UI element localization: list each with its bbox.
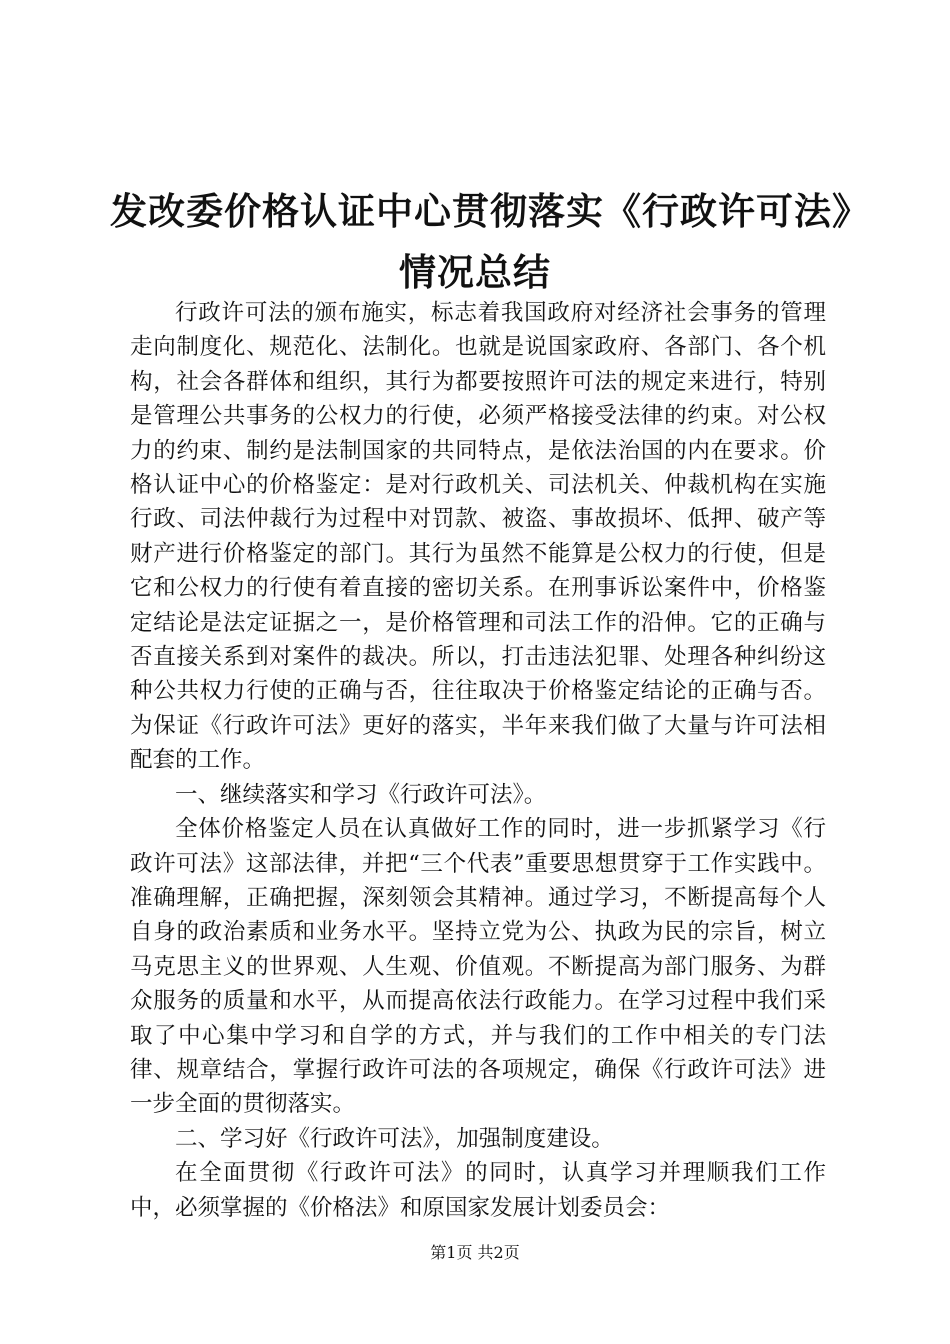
section-heading-1: 一、继续落实和学习《行政许可法》。 (175, 781, 547, 808)
paragraph-intro: 行政许可法的颁布施实，标志着我国政府对经济社会事务的管理走向制度化、规范化、法制化。也就是说国家政府、各部门、各个机构，社会各群体和组织，其行为都要按照许可法的规定来进行，特别是管理公共事务的公权力的行使，必须严格接受法律的约束。对公权力的约束、制约是法制国家的共同特点，是依法治国的内在要求。价格认证中心的价格鉴定：是对行政机关、司法机关、仲裁机构在实施行政、司法仲裁行为过程中对罚款、被盗、事故损坏、低押、破产等财产进行价格鉴定的部门。其行为虽然不能算是公权力的行使，但是它和公权力的行使有着直接的密切关系。在刑事诉讼案件中，价格鉴定结论是法定证据之一，是价格管理和司法工作的沿伸。它的正确与否直接关系到对案件的裁决。所以，打击违法犯罪、处理各种纠纷这种公共权力行使的正确与否，往往取决于价格鉴定结论的正确与否。为保证《行政许可法》更好的落实，半年来我们做了大量与许可法相配套的工作。 (130, 300, 826, 774)
section-heading-2: 二、学习好《行政许可法》，加强制度建设。 (175, 1125, 614, 1152)
paragraph-section-2: 在全面贯彻《行政许可法》的同时，认真学习并理顺我们工作中，必须掌握的《价格法》和原国家发展计划委员会： (130, 1160, 826, 1221)
document-title-line-2: 情况总结 (399, 250, 551, 294)
document-title-line-1: 发改委价格认证中心贯彻落实《行政许可法》 (110, 189, 870, 233)
document-body (130, 296, 826, 1225)
page-footer: 第1页 共2页 (430, 1243, 520, 1262)
paragraph-section-1: 全体价格鉴定人员在认真做好工作的同时，进一步抓紧学习《行政许可法》这部法律，并把“三个代表”重要思想贯穿于工作实践中。准确理解，正确把握，深刻领会其精神。通过学习，不断提高每个人自身的政治素质和业务水平。坚持立党为公、执政为民的宗旨，树立马克思主义的世界观、人生观、价值观。不断提高为部门服务、为群众服务的质量和水平，从而提高依法行政能力。在学习过程中我们采取了中心集中学习和自学的方式，并与我们的工作中相关的专门法律、规章结合，掌握行政许可法的各项规定，确保《行政许可法》进一步全面的贯彻落实。 (130, 816, 826, 1118)
